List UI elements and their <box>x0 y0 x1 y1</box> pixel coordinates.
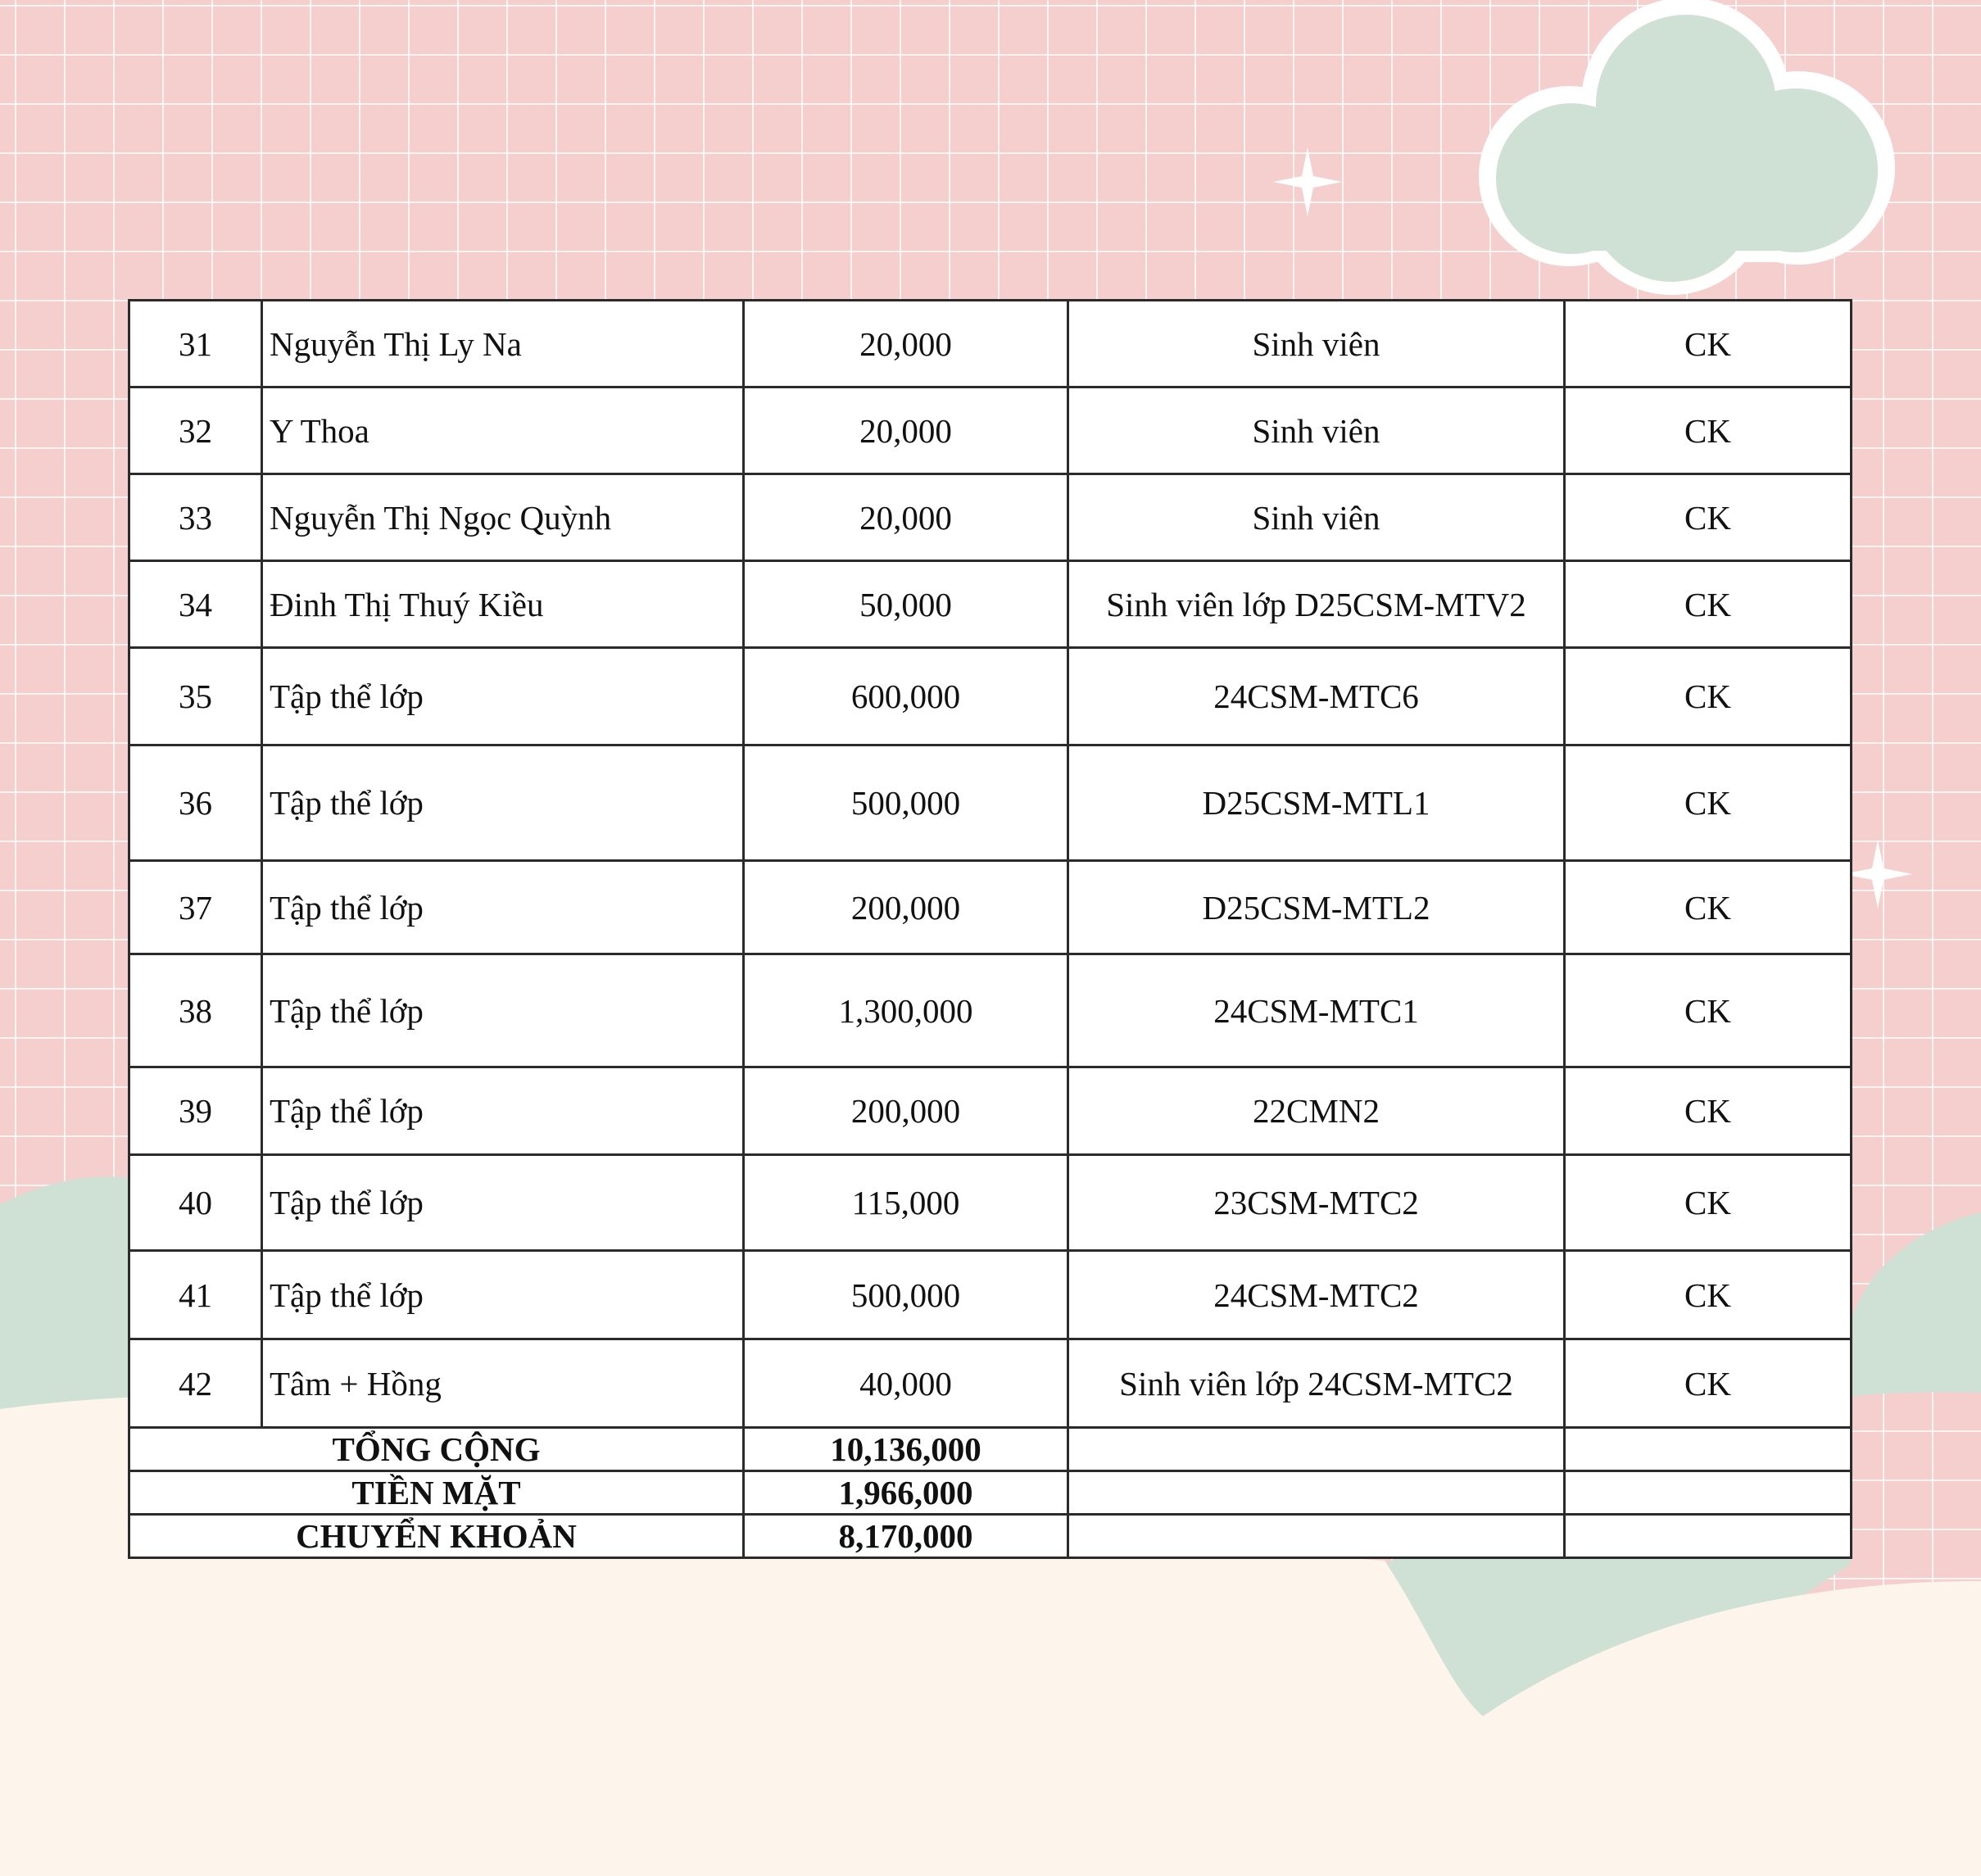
cloud-icon <box>1479 0 1895 295</box>
donation-amount: 20,000 <box>744 301 1068 387</box>
row-number: 41 <box>129 1251 262 1339</box>
donor-note: 24CSM-MTC1 <box>1068 954 1565 1067</box>
row-number: 42 <box>129 1339 262 1428</box>
table-row <box>129 1339 1852 1428</box>
donor-name: Y Thoa <box>262 387 744 474</box>
donation-amount: 200,000 <box>744 1067 1068 1155</box>
empty-cell <box>1068 1471 1565 1515</box>
donor-name: Nguyễn Thị Ly Na <box>262 301 744 387</box>
donor-name: Tập thể lớp <box>262 954 744 1067</box>
donor-name: Nguyễn Thị Ngọc Quỳnh <box>262 474 744 561</box>
donation-table <box>128 299 1852 1559</box>
donor-note: Sinh viên <box>1068 301 1565 387</box>
empty-cell <box>1068 1515 1565 1558</box>
total-value: 10,136,000 <box>744 1428 1068 1471</box>
donor-note: 23CSM-MTC2 <box>1068 1155 1565 1251</box>
donation-amount: 20,000 <box>744 474 1068 561</box>
table-row <box>129 474 1852 561</box>
donor-note: 22CMN2 <box>1068 1067 1565 1155</box>
payment-method: CK <box>1565 387 1852 474</box>
payment-method: CK <box>1565 474 1852 561</box>
donor-name: Tập thể lớp <box>262 1251 744 1339</box>
row-number: 31 <box>129 301 262 387</box>
table-row <box>129 1067 1852 1155</box>
donation-amount: 50,000 <box>744 561 1068 648</box>
table-row <box>129 1251 1852 1339</box>
row-number: 33 <box>129 474 262 561</box>
payment-method: CK <box>1565 1339 1852 1428</box>
empty-cell <box>1565 1428 1852 1471</box>
table-row <box>129 861 1852 954</box>
table-row <box>129 1155 1852 1251</box>
donation-amount: 500,000 <box>744 1251 1068 1339</box>
row-number: 40 <box>129 1155 262 1251</box>
payment-method: CK <box>1565 648 1852 745</box>
donor-name: Tập thể lớp <box>262 1155 744 1251</box>
total-label: TỔNG CỘNG <box>129 1428 744 1471</box>
donor-note: Sinh viên <box>1068 387 1565 474</box>
donor-name: Tập thể lớp <box>262 1067 744 1155</box>
row-number: 32 <box>129 387 262 474</box>
donor-name: Đinh Thị Thuý Kiều <box>262 561 744 648</box>
donor-note: D25CSM-MTL1 <box>1068 745 1565 861</box>
transfer-label: CHUYỂN KHOẢN <box>129 1515 744 1558</box>
sparkle-icon <box>1273 147 1342 216</box>
donor-note: 24CSM-MTC6 <box>1068 648 1565 745</box>
donation-amount: 500,000 <box>744 745 1068 861</box>
table-row <box>129 648 1852 745</box>
empty-cell <box>1068 1428 1565 1471</box>
empty-cell <box>1565 1515 1852 1558</box>
donor-name: Tập thể lớp <box>262 861 744 954</box>
table-row <box>129 561 1852 648</box>
table-row <box>129 387 1852 474</box>
donation-amount: 20,000 <box>744 387 1068 474</box>
payment-method: CK <box>1565 561 1852 648</box>
donation-amount: 40,000 <box>744 1339 1068 1428</box>
donor-note: 24CSM-MTC2 <box>1068 1251 1565 1339</box>
donor-note: D25CSM-MTL2 <box>1068 861 1565 954</box>
total-row <box>129 1428 1852 1471</box>
donation-amount: 115,000 <box>744 1155 1068 1251</box>
cash-label: TIỀN MẶT <box>129 1471 744 1515</box>
donor-note: Sinh viên lớp D25CSM-MTV2 <box>1068 561 1565 648</box>
row-number: 36 <box>129 745 262 861</box>
row-number: 39 <box>129 1067 262 1155</box>
row-number: 37 <box>129 861 262 954</box>
table-row <box>129 745 1852 861</box>
donor-note: Sinh viên lớp 24CSM-MTC2 <box>1068 1339 1565 1428</box>
payment-method: CK <box>1565 1251 1852 1339</box>
payment-method: CK <box>1565 745 1852 861</box>
payment-method: CK <box>1565 861 1852 954</box>
cash-value: 1,966,000 <box>744 1471 1068 1515</box>
transfer-value: 8,170,000 <box>744 1515 1068 1558</box>
sparkle-icon <box>1843 840 1912 909</box>
donor-name: Tập thể lớp <box>262 745 744 861</box>
table-row <box>129 301 1852 387</box>
payment-method: CK <box>1565 1067 1852 1155</box>
row-number: 35 <box>129 648 262 745</box>
row-number: 38 <box>129 954 262 1067</box>
empty-cell <box>1565 1471 1852 1515</box>
payment-method: CK <box>1565 954 1852 1067</box>
payment-method: CK <box>1565 301 1852 387</box>
row-number: 34 <box>129 561 262 648</box>
transfer-row <box>129 1515 1852 1558</box>
donor-note: Sinh viên <box>1068 474 1565 561</box>
donation-amount: 600,000 <box>744 648 1068 745</box>
donation-amount: 1,300,000 <box>744 954 1068 1067</box>
donor-name: Tâm + Hồng <box>262 1339 744 1428</box>
cash-row <box>129 1471 1852 1515</box>
donation-amount: 200,000 <box>744 861 1068 954</box>
table-row <box>129 954 1852 1067</box>
donor-name: Tập thể lớp <box>262 648 744 745</box>
payment-method: CK <box>1565 1155 1852 1251</box>
